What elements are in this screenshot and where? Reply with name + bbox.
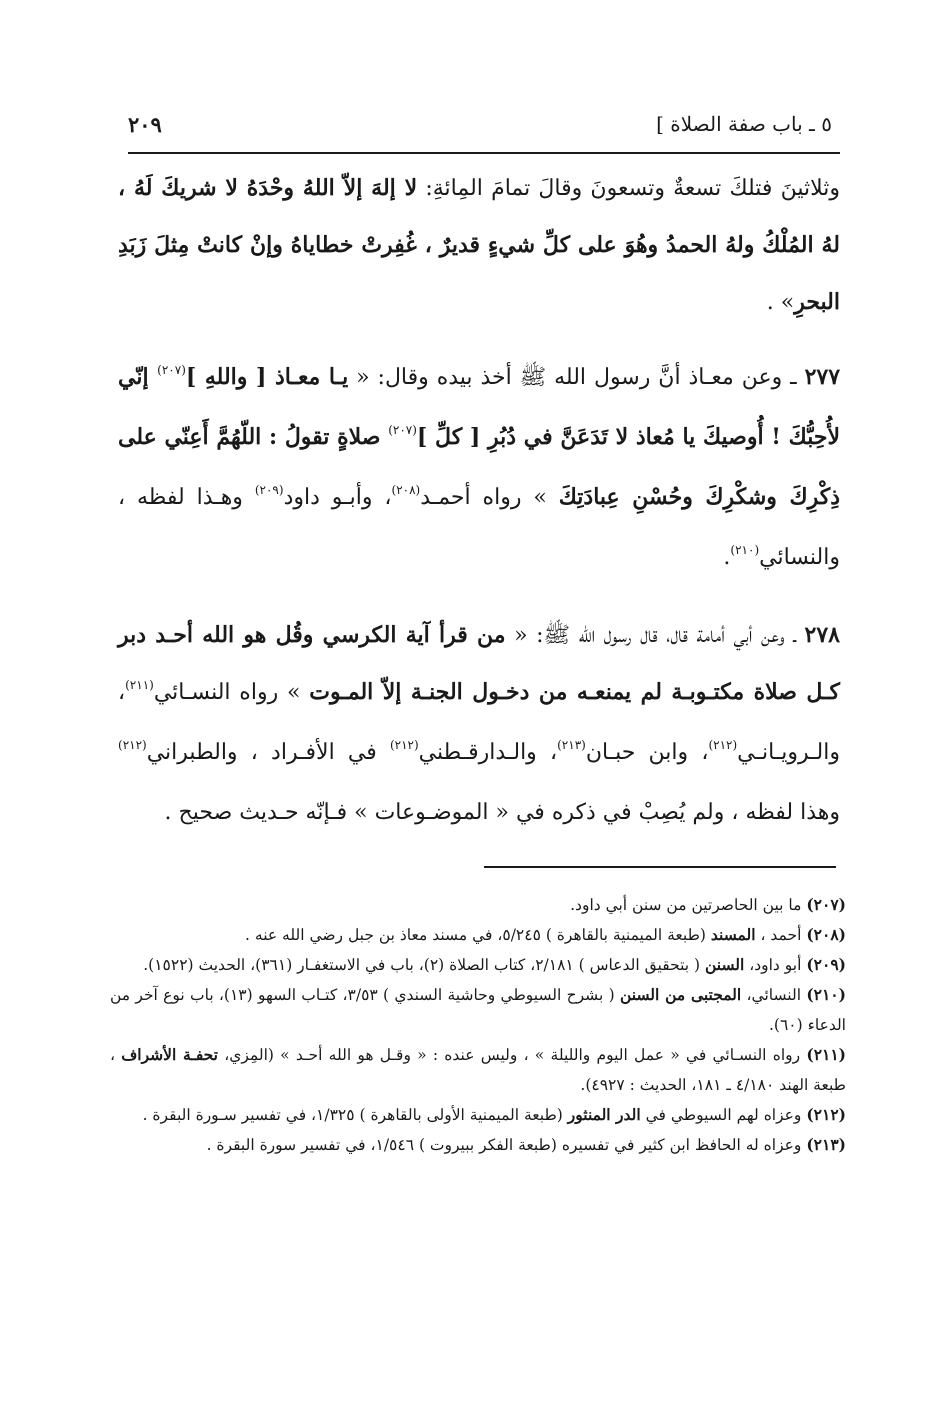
hadith-entry-277 — [118, 349, 840, 589]
footnote-text: أحمد ، — [755, 926, 807, 944]
text-span: ـ وعن أبي أمامة قال، قال رسول الله ﷺ: « — [505, 623, 805, 648]
text-span: ، والـدارقـطني — [418, 740, 558, 765]
footnote-text: ، طبعة الهند ٤/١٨٠ ـ ١٨١، الحديث : ٤٩٢٧). — [110, 1046, 846, 1094]
footnote-text: وعزاه لهم السيوطي في — [640, 1106, 807, 1124]
footnote-207 — [110, 890, 846, 920]
text-span: » رواه أحمـد — [420, 485, 559, 510]
footnote-208 — [110, 920, 846, 950]
footnote-number: (٢٠٨) — [806, 925, 846, 944]
header-rule — [128, 152, 840, 154]
footnote-number: (٢١١) — [806, 1045, 847, 1064]
footnote-ref: (٢٠٩) — [254, 483, 284, 497]
text-span: . — [723, 545, 731, 570]
footnote-text: أبو داود، — [744, 956, 807, 974]
book-title: السنن — [704, 955, 745, 974]
text-span: ، وأبـو داود — [283, 485, 392, 510]
footnotes — [110, 890, 846, 1160]
book-title: الدر المنثور — [567, 1105, 641, 1124]
text-span: وثلاثينَ فتلكَ تسعةٌ وتسعونَ وقالَ تمامَ المِائةِ: — [417, 176, 840, 201]
footnote-ref: (٢٠٧) — [157, 363, 186, 377]
footnote-ref: (٢١٢) — [708, 738, 738, 752]
footnote-rule — [484, 866, 836, 868]
footnote-ref: (٢١١) — [125, 678, 154, 692]
text-span: » . — [766, 290, 795, 315]
hadith-text: لا إلهَ إلاّ اللهُ وحْدَهُ لا شريكَ لَهُ ، لهُ المُلْكُ ولهُ الحمدُ وهُوَ على كلِّ شيءٍ قديرٌ ، غُفِرتْ خطاياهُ وإنْ كانتْ مِثلَ زَبَدِ البحرِ — [118, 175, 840, 315]
text-span: في الأفـراد ، والطبراني — [146, 740, 390, 765]
paragraph-continuation — [118, 160, 840, 331]
hadith-entry-278 — [118, 607, 840, 841]
entry-number: ٢٧٧ — [804, 364, 841, 390]
footnote-ref: (٢١٢) — [118, 738, 147, 752]
footnote-ref: (٢٠٨) — [391, 483, 421, 497]
book-title: المسند — [710, 925, 756, 944]
footnote-text: النسائي، — [741, 986, 807, 1004]
footnote-212 — [110, 1100, 846, 1130]
main-text — [118, 160, 840, 859]
text-span: ، وابن حبـان — [585, 740, 709, 765]
page-number: ٢٠٩ — [128, 112, 162, 137]
text-span: ، والـرويـانـي — [118, 680, 840, 765]
hadith-text: يـا معـاذ [ واللهِ ] — [185, 364, 349, 390]
footnote-text: وعزاه له الحافظ ابن كثير في تفسيره (طبعة الفكر ببيروت ) ١/٥٤٦، في تفسير سورة البقرة . — [206, 1136, 807, 1154]
footnote-text: (طبعة الميمنية الأولى بالقاهرة ) ١/٣٢٥، في تفسير سـورة البقرة . — [142, 1106, 568, 1124]
footnote-ref: (٢١٣) — [557, 738, 586, 752]
footnote-number: (٢٠٩) — [806, 955, 846, 974]
footnote-209 — [110, 950, 846, 980]
footnote-210 — [110, 980, 846, 1040]
book-title: تحفـة الأشراف — [121, 1045, 218, 1064]
footnote-ref: (٢٠٧) — [388, 423, 417, 437]
footnote-number: (٢٠٧) — [806, 895, 846, 914]
footnote-number: (٢١٢) — [806, 1105, 846, 1124]
footnote-text: ما بين الحاصرتين من سنن أبي داود. — [570, 896, 807, 914]
footnote-text: رواه النسـائي في « عمل اليوم والليلة » ، وليس عنده : « وقـل هو الله أحـد » (المِزي، — [218, 1046, 807, 1064]
footnote-ref: (٢١٠) — [730, 543, 760, 557]
entry-number: ٢٧٨ — [804, 622, 840, 648]
footnote-number: (٢١٠) — [806, 985, 846, 1004]
hadith-text: صلاةٍ تقولُ : اللّهُمَّ أَعِنّي على ذِكْرِكَ وشكْرِكَ وحُسْنِ عِبادَتِكَ — [118, 424, 841, 510]
footnote-213 — [110, 1130, 846, 1160]
text-span: وهـذا لفظه ، والنسائي — [118, 485, 840, 570]
text-span: وهذا لفظه ، ولم يُصِبْ في ذكره في « الموضـوعات » فـإنّه حـديث صحيح . — [164, 800, 840, 825]
footnote-ref: (٢١٢) — [389, 738, 419, 752]
footnote-text: ( بتحقيق الدعاس ) ٢/١٨١، كتاب الصلاة (٢)، باب في الاستغفـار (٣٦١)، الحديث (١٥٢٢). — [143, 956, 705, 974]
running-head: ٥ ـ باب صفة الصلاة ] — [656, 112, 832, 136]
text-span: » رواه النسـائي — [153, 680, 310, 705]
footnote-text: (طبعة الميمنية بالقاهرة ) ٥/٢٤٥، في مسند معاذ بن جبل رضي الله عنه . — [245, 926, 711, 944]
hadith-text: من قرأ آية الكرسي وقُل هو الله أحـد دبر كـل صلاة مكتـوبـة لم يمنعـه من دخـول الجنـة إلاّ المـوت — [118, 622, 840, 705]
book-title: المجتبى من السنن — [619, 985, 742, 1004]
footnote-number: (٢١٣) — [806, 1135, 846, 1154]
hadith-text: إنّي لأُحِبُّكَ ! أُوصيكَ يا مُعاذ لا تَدَعَنَّ في دُبُرِ [ كلِّ ] — [118, 364, 841, 450]
text-span: ـ وعن معـاذ أنَّ رسول الله ﷺ أخذ بيده وقال: « — [348, 365, 805, 390]
footnote-211 — [110, 1040, 846, 1100]
footnote-text: ( بشرح السيوطي وحاشية السندي ) ٣/٥٣، كتـاب السهو (١٣)، باب نوع آخر من الدعاء (٦٠). — [110, 986, 846, 1034]
